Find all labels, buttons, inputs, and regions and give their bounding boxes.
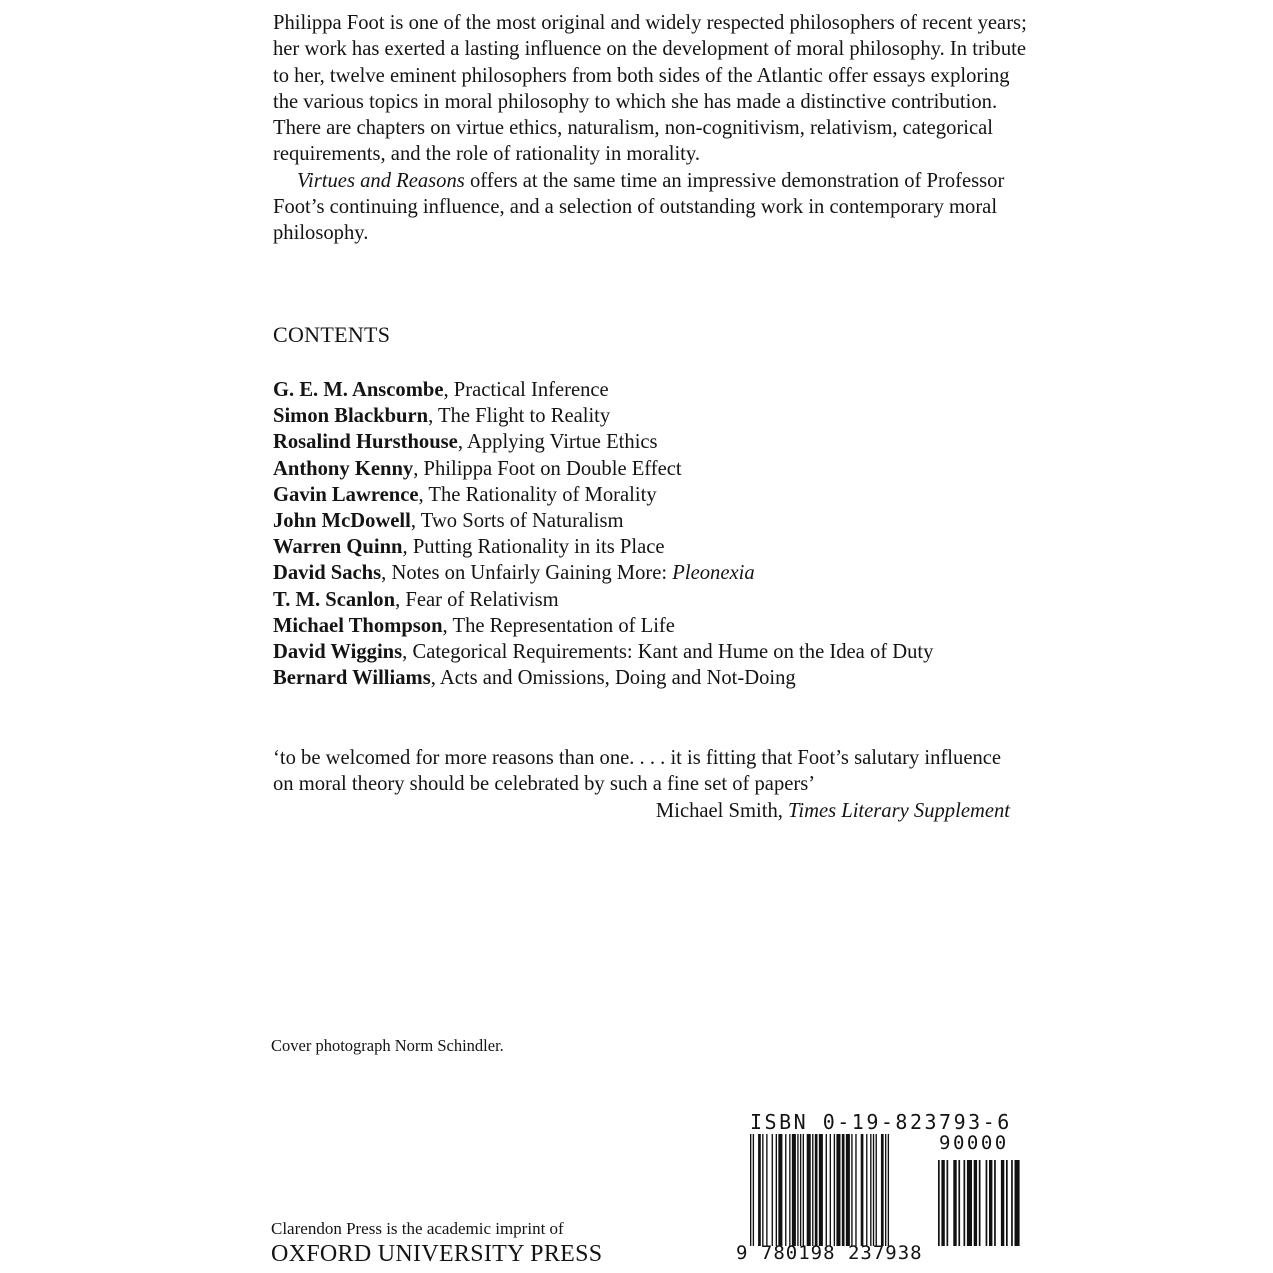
contents-author: John McDowell: [273, 510, 411, 533]
ean-digits: 9 780198 237938: [736, 1242, 923, 1264]
contents-title: Putting Rationality in its Place: [412, 536, 665, 559]
contents-author: T. M. Scanlon: [273, 588, 396, 611]
barcode-block: [736, 1110, 1026, 1265]
contents-item: G. E. M. Anscombe, Practical Inference: [273, 379, 609, 401]
contents-item: Rosalind Hursthouse, Applying Virtue Ethics: [273, 431, 658, 454]
blurb: [273, 10, 1033, 247]
contents-item: Michael Thompson, The Representation of Life: [273, 614, 675, 637]
contents-title-italic: Pleonexia: [672, 562, 755, 585]
contents-item: John McDowell, Two Sorts of Naturalism: [273, 510, 624, 533]
publisher-name: OXFORD UNIVERSITY PRESS: [271, 1241, 603, 1267]
contents-item: Gavin Lawrence, The Rationality of Morality: [273, 483, 657, 506]
contents-list: [273, 377, 993, 691]
cover-credit: Cover photograph Norm Schindler.: [271, 1036, 504, 1055]
contents-author: Gavin Lawrence: [273, 483, 419, 506]
contents-item: Warren Quinn, Putting Rationality in its Place: [273, 536, 665, 559]
contents-item: T. M. Scanlon, Fear of Relativism: [273, 588, 559, 611]
contents-item: Bernard Williams, Acts and Omissions, Doing and Not-Doing: [273, 667, 796, 690]
book-title: Virtues and Reasons: [297, 169, 465, 192]
contents-title: Acts and Omissions, Doing and Not-Doing: [439, 667, 796, 690]
contents-author: Warren Quinn: [273, 536, 403, 559]
contents-title: Fear of Relativism: [405, 588, 559, 611]
contents-heading: CONTENTS: [273, 322, 391, 347]
contents-title: Notes on Unfairly Gaining More:: [391, 562, 673, 585]
review-attribution: [273, 798, 1010, 824]
blurb-paragraph-2: [273, 168, 1033, 247]
contents-title: The Rationality of Morality: [428, 483, 657, 506]
contents-title: The Representation of Life: [452, 614, 675, 637]
blurb-paragraph-2-text: offers at the same time an impressive demonstration of Professor Foot’s continuing influence, and a selection of outstanding work in contemporary moral philosophy.: [273, 169, 1005, 245]
price-code-label: 90000: [939, 1132, 1009, 1154]
contents-title: Two Sorts of Naturalism: [420, 510, 624, 533]
contents-author: G. E. M. Anscombe: [273, 379, 444, 401]
contents-author: Anthony Kenny: [273, 457, 414, 480]
contents-title: The Flight to Reality: [438, 405, 611, 428]
contents-title: Philippa Foot on Double Effect: [423, 457, 682, 480]
publisher-imprint: [271, 1218, 602, 1268]
review-publication: Times Literary Supplement: [788, 799, 1010, 822]
contents-item: Simon Blackburn, The Flight to Reality: [273, 405, 611, 428]
addon-barcode: [936, 1110, 1021, 1270]
contents-author: Michael Thompson: [273, 614, 443, 637]
imprint-line: Clarendon Press is the academic imprint of: [271, 1219, 564, 1238]
contents-author: David Wiggins: [273, 641, 403, 664]
contents-item: David Wiggins, Categorical Requirements: Kant and Hume on the Idea of Duty: [273, 641, 934, 664]
review-quote: ‘to be welcomed for more reasons than one. . . . it is fitting that Foot’s salutary influence on moral theory should be celebrated by such a fine set of papers’: [273, 747, 1002, 796]
contents-title: Applying Virtue Ethics: [467, 431, 658, 454]
contents-item: Anthony Kenny, Philippa Foot on Double Effect: [273, 457, 682, 480]
contents-title: Categorical Requirements: Kant and Hume on the Idea of Duty: [412, 641, 934, 664]
reviewer-name: Michael Smith,: [655, 799, 789, 822]
contents-item: David Sachs, Notes on Unfairly Gaining More: Pleonexia: [273, 562, 755, 585]
contents-title: Practical Inference: [453, 379, 609, 401]
isbn-label: ISBN 0-19-823793-6: [750, 1110, 1012, 1134]
contents-author: Rosalind Hursthouse: [273, 431, 458, 454]
review: [273, 745, 1018, 824]
contents-author: David Sachs: [273, 562, 382, 585]
blurb-paragraph-1: Philippa Foot is one of the most original and widely respected philosophers of recent years; her work has exerted a lasting influence on the development of moral philosophy. In tribute to her, twelve eminent philosophers from both sides of the Atlantic offer essays exploring the various topics in moral philosophy to which she has made a distinctive contribution. There are chapters on virtue ethics, naturalism, non-cognitivism, relativism, categorical requirements, and the role of rationality in morality.: [273, 12, 1027, 166]
contents-author: Simon Blackburn: [273, 405, 429, 428]
contents-author: Bernard Williams: [273, 667, 431, 690]
